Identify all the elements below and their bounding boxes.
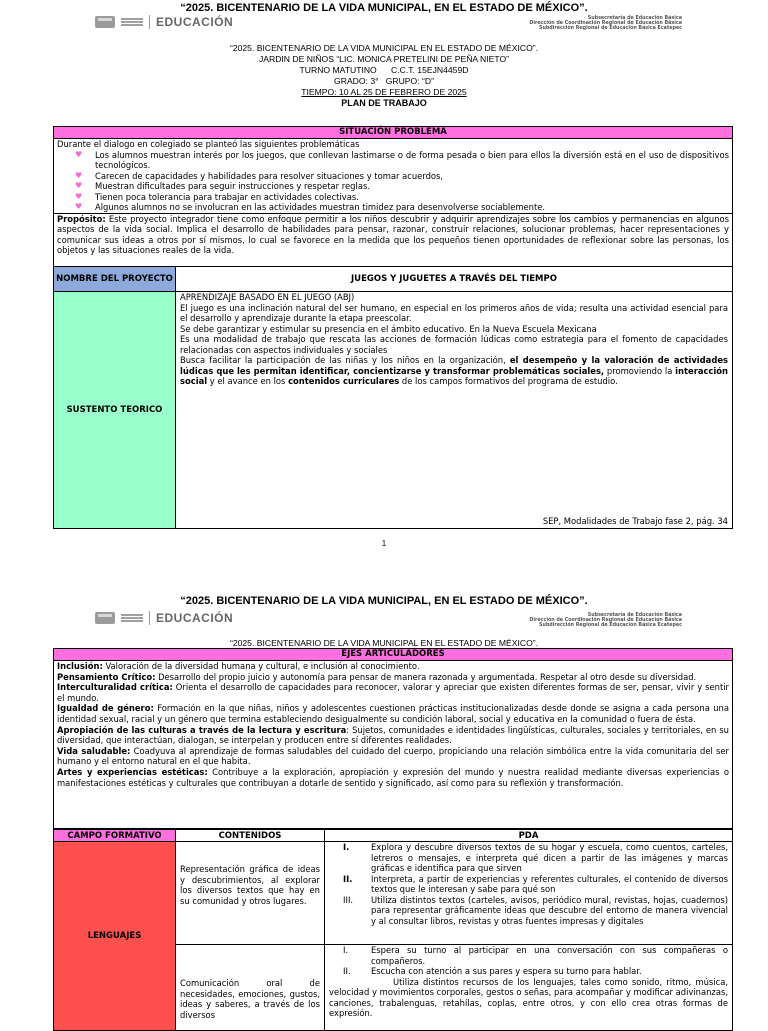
sep-lines-icon bbox=[121, 18, 143, 26]
heart-icon: ♥ bbox=[75, 202, 83, 211]
sub-line-1: Subsecretaría de Educación Básica bbox=[587, 613, 682, 618]
sustento-source: SEP, Modalidades de Trabajo fase 2, pág. 34 bbox=[542, 515, 728, 526]
eje-item: Inclusión: Valoración de la diversidad humana y cultural, e inclusión al conocimiento. bbox=[57, 661, 420, 671]
brand-label: EDUCACIÓN bbox=[156, 15, 234, 29]
heart-icon: ♥ bbox=[75, 149, 83, 159]
heart-icon: ♥ bbox=[75, 181, 83, 190]
situacion-box bbox=[53, 126, 733, 267]
pda-1 bbox=[324, 841, 733, 945]
ejes-list bbox=[54, 661, 732, 788]
problem-item: ♥ Los alumnos muestran interés por los juegos, que conllevan lastimarse o de forma pesada o bien para ellos la diversión está en el uso de dispositivos tecnológicos. bbox=[75, 149, 729, 170]
problem-item: ♥ Carecen de capacidades y habilidades para resolver situaciones y tomar acuerdos, bbox=[75, 170, 444, 181]
page2-sub-lines bbox=[529, 613, 682, 628]
page1-meta bbox=[0, 43, 768, 109]
sub-line-1: Subsecretaría de Educación Básica bbox=[587, 16, 682, 21]
page2-headline: “2025. BICENTENARIO DE LA VIDA MUNICIPAL, EN EL ESTADO DE MÉXICO”. bbox=[180, 595, 588, 607]
eje-item: Pensamiento Crítico: Desarrollo del propio juicio y autonomía para pensar de manera razonada y argumentada. Respetar al otro desde su diversidad. bbox=[57, 671, 697, 682]
problem-item: ♥ Muestran dificultades para seguir instrucciones y respetar reglas. bbox=[75, 181, 370, 191]
logo-divider bbox=[149, 611, 150, 625]
col-campo-header: CAMPO FORMATIVO bbox=[53, 829, 176, 842]
sustento-p3: Es una modalidad de trabajo que rescata las acciones de formación lúdicas como estrategia para el fomento de capacidades relacionadas con aspectos individuales y sociales bbox=[180, 334, 728, 355]
brand-label: EDUCACIÓN bbox=[156, 611, 234, 625]
pda-2 bbox=[324, 944, 733, 1031]
page1-sub-lines bbox=[529, 16, 682, 31]
col-pda-header: PDA bbox=[324, 829, 733, 842]
proyecto-label: NOMBRE DEL PROYECTO bbox=[53, 266, 176, 292]
pda-item: II. Escucha con atención a sus pares y espera su turno para hablar. bbox=[343, 966, 642, 976]
sustento-title: APRENDIZAJE BASADO EN EL JUEGO (ABJ) bbox=[180, 292, 355, 302]
meta-tiempo: TIEMPO: 10 AL 25 DE FEBRERO DE 2025 bbox=[301, 87, 467, 97]
pda-item: III. Utiliza distintos textos (carteles, avisos, periódico mural, revistas, hojas, cuadernos) para representar gráficamente ideas que descubre del entorno de manera vivencial y al consultar libros, revistas y otras fuentes impresas y digitales bbox=[343, 894, 728, 926]
sustento-p1: El juego es una inclinación natural del ser humano, en especial en los primeros años de vida; resulta una actividad esencial para el desarrollo y aprendizaje durante la etapa preescolar. bbox=[180, 302, 728, 323]
contenido-2: Comunicación oral de necesidades, emociones, gustos, ideas y saberes, a través de los diversos bbox=[175, 944, 325, 1031]
page-number: 1 bbox=[381, 539, 387, 548]
sustento-p4: Busca facilitar la participación de las niñas y los niños en la organización, el desempeño y la valoración de actividades lúdicas que les permitan identificar, concientizarse y transformar problemáticas sociales, promoviendo la interacción social y el avance en los contenidos curriculares de los campos formativos del programa de estudio. bbox=[180, 355, 728, 386]
sustento-body bbox=[175, 291, 733, 529]
problem-item: ♥ Tienen poca tolerancia para trabajar en actividades colectivas. bbox=[75, 191, 359, 202]
col-contenidos-header: CONTENIDOS bbox=[175, 829, 325, 842]
eje-item: Interculturalidad crítica: Orienta el desarrollo de capacidades para reconocer, valorar y apreciar que existen diferentes formas de ser, pensar, vivir y sentir el mundo. bbox=[57, 682, 730, 703]
pda-item: II. Interpreta, a partir de experiencias y referentes culturales, el contenido de diversos textos que le interesan y sabe para qué son bbox=[343, 873, 728, 894]
meta-plan: PLAN DE TRABAJO bbox=[341, 98, 427, 108]
eje-item: Apropiación de las culturas a través de la lectura y escritura: Sujetos, comunidades e identidades lingüísticas, culturales, sociales y territoriales, en su diversidad, que interactúan, dialogan, se interpelan y producen entre sí diferentes realidades. bbox=[57, 724, 729, 746]
sep-lines-icon bbox=[121, 614, 143, 622]
meta-bicentenario: “2025. BICENTENARIO DE LA VIDA MUNICIPAL EN EL ESTADO DE MÉXICO”. bbox=[229, 43, 539, 53]
meta-grado: GRADO: 3° GRUPO: “D” bbox=[334, 76, 434, 86]
campo-lenguajes: LENGUAJES bbox=[53, 841, 176, 1031]
pda-extra: Utiliza distintos recursos de los lenguajes, tales como sonido, ritmo, música, velocidad y movimientos corporales, gestos o señas, para acompañar y modificar adivinanzas, canciones, trabalenguas, retahílas, coplas, entre otros, y con ello crea otras formas de expresión. bbox=[329, 976, 728, 1018]
contenido-1: Representación gráfica de ideas y descubrimientos, al explorar los diversos textos que hay en su comunidad y otros lugares. bbox=[175, 841, 325, 945]
situacion-body bbox=[54, 139, 732, 213]
meta-turno: TURNO MATUTINO C.C.T. 15EJN4459D bbox=[299, 65, 469, 75]
logo-divider bbox=[149, 15, 150, 29]
heart-icon: ♥ bbox=[75, 170, 83, 180]
sustento-p2: Se debe garantizar y estimular su presencia en el ámbito educativo. En la Nueva Escuela Mexicana bbox=[180, 323, 597, 334]
sub-line-2: Dirección de Coordinación Regional de Educación Básica bbox=[529, 21, 682, 26]
sub-line-3: Subdirección Regional de Educación Básica Ecatepec bbox=[538, 623, 682, 628]
crest-icon bbox=[95, 16, 115, 28]
crest-icon bbox=[95, 612, 115, 624]
page2-logo bbox=[95, 611, 233, 625]
situacion-header: SITUACIÓN PROBLEMA bbox=[54, 127, 732, 139]
problem-item: ♥ Algunos alumnos no se involucran en las actividades muestran timidez para desenvolverse sociablemente. bbox=[75, 202, 546, 212]
pda-item: I. Explora y descubre diversos textos de su hogar y escuela, como cuentos, carteles, letreros o mensajes, e interpreta qué dicen a partir de las imágenes y marcas gráficas e identifica para que sirven bbox=[343, 842, 728, 873]
meta-jardin: JARDIN DE NIÑOS “LIC. MONICA PRETELINI DE PEÑA NIETO” bbox=[258, 54, 510, 64]
page1-logo bbox=[95, 15, 233, 29]
ejes-header: EJES ARTICULADORES bbox=[54, 649, 732, 661]
page2-bicentenario: “2025. BICENTENARIO DE LA VIDA MUNICIPAL EN EL ESTADO DE MÉXICO”. bbox=[229, 638, 539, 648]
proposito-label: Propósito: bbox=[57, 213, 106, 224]
ejes-box bbox=[53, 648, 733, 829]
heart-icon: ♥ bbox=[75, 191, 83, 201]
eje-item: Igualdad de género: Formación en la que niñas, niños y adolescentes cuestionen prácticas institucionalizadas desde donde se asigna a cada persona una identidad sexual, racial y un género que termina estableciendo desigualmente su condición laboral, social y educativa en la comunidad o fuera de ésta. bbox=[57, 703, 729, 724]
sub-line-2: Dirección de Coordinación Regional de Educación Básica bbox=[529, 618, 682, 623]
proyecto-value: JUEGOS Y JUGUETES A TRAVÉS DEL TIEMPO bbox=[175, 266, 733, 292]
sustento-label: SUSTENTO TEORICO bbox=[53, 291, 176, 529]
proposito-text: Este proyecto integrador tiene como enfoque permitir a los niños descubrir y adquirir aprendizajes sobre los cambios y permanencias en algunos aspectos de la vida social. Implica el desarrollo de habilidades para pensar, razonar, construir relaciones, solucionar problemas, hacer representaciones y comunicar sus ideas a otros por sí mismos, lo cual se favorece en la medida que los pequeños tienen oportunidades de reflexionar sobre las personas, los objetos y las situaciones reales de la vida. bbox=[57, 213, 729, 255]
proposito bbox=[54, 213, 732, 256]
sub-line-3: Subdirección Regional de Educación Básica Ecatepec bbox=[538, 26, 682, 31]
eje-item: Artes y experiencias estéticas: Contribuye a la exploración, apropiación y expresión del mundo y nuestra realidad mediante diversas experiencias o manifestaciones estéticas y culturales que contribuyan a dotarle de sentido y significado, así como para su reflexión y transformación. bbox=[57, 766, 729, 788]
pda-item: I. Espera su turno al participar en una conversación con sus compañeras o compañeros. bbox=[343, 945, 728, 966]
eje-item: Vida saludable: Coadyuva al aprendizaje de formas saludables del cuidado del cuerpo, propiciando una relación simbólica entre la vida comunitaria del ser humano y el entorno natural en el que habita. bbox=[57, 745, 730, 767]
page1-headline: “2025. BICENTENARIO DE LA VIDA MUNICIPAL, EN EL ESTADO DE MÉXICO”. bbox=[180, 2, 588, 14]
situacion-intro: Durante el dialogo en colegiado se planteó las siguientes problemáticas bbox=[57, 139, 360, 149]
problem-list bbox=[57, 150, 729, 213]
